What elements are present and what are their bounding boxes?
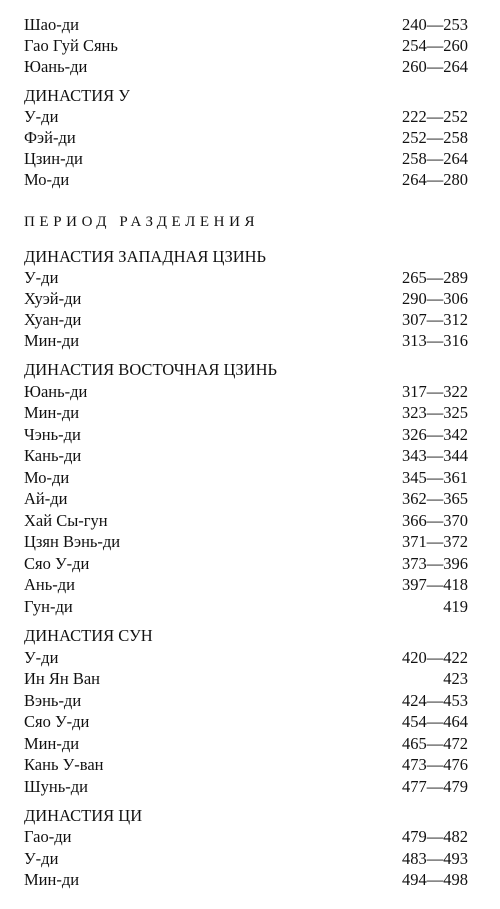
ruler-row <box>24 330 468 352</box>
dynasty-heading: ДИНАСТИЯ СУН <box>24 626 153 645</box>
ruler-name: Фэй-ди <box>24 128 76 147</box>
reign-years: 420—422 <box>402 648 468 667</box>
reign-years: 264—280 <box>402 170 468 189</box>
reign-years: 222—252 <box>402 107 468 126</box>
ruler-row <box>24 531 468 553</box>
ruler-name: Гао Гуй Сянь <box>24 36 118 55</box>
dynasty-heading: ДИНАСТИЯ ВОСТОЧНАЯ ЦЗИНЬ <box>24 360 277 379</box>
ruler-name: Хай Сы-гун <box>24 511 108 530</box>
ruler-row <box>24 424 468 446</box>
ruler-name: Хуан-ди <box>24 310 82 329</box>
ruler-name: Ай-ди <box>24 489 68 508</box>
reign-years: 479—482 <box>402 827 468 846</box>
ruler-name: Мо-ди <box>24 170 70 189</box>
ruler-name: Цзян Вэнь-ди <box>24 532 121 551</box>
ruler-row <box>24 711 468 733</box>
ruler-name: Шао-ди <box>24 15 79 34</box>
ruler-row <box>24 445 468 467</box>
ruler-name: Юань-ди <box>24 57 88 76</box>
reign-years: 454—464 <box>402 712 468 731</box>
ruler-row <box>24 106 468 128</box>
reign-years: 326—342 <box>402 425 468 444</box>
ruler-row <box>24 647 468 669</box>
ruler-row <box>24 488 468 510</box>
ruler-name: Мо-ди <box>24 468 70 487</box>
ruler-row <box>24 309 468 331</box>
reign-years: 317—322 <box>402 382 468 401</box>
reign-years: 494—498 <box>402 870 468 889</box>
ruler-row <box>24 776 468 798</box>
ruler-name: Мин-ди <box>24 403 80 422</box>
ruler-name: Вэнь-ди <box>24 691 82 710</box>
ruler-name: Шунь-ди <box>24 777 88 796</box>
ruler-name: Гун-ди <box>24 597 73 616</box>
ruler-name: Мин-ди <box>24 734 80 753</box>
ruler-row <box>24 690 468 712</box>
ruler-name: Юань-ди <box>24 382 88 401</box>
ruler-row <box>24 733 468 755</box>
ruler-name: Сяо У-ди <box>24 554 90 573</box>
ruler-row <box>24 267 468 289</box>
reign-years: 323—325 <box>402 403 468 422</box>
ruler-row <box>24 510 468 532</box>
ruler-row <box>24 381 468 403</box>
reign-years: 362—365 <box>402 489 468 508</box>
ruler-name: У-ди <box>24 107 59 126</box>
dynasty-heading: ДИНАСТИЯ ЗАПАДНАЯ ЦЗИНЬ <box>24 247 267 266</box>
reign-years: 366—370 <box>402 511 468 530</box>
reign-years: 290—306 <box>402 289 468 308</box>
reign-years: 419 <box>443 597 468 616</box>
reign-years: 477—479 <box>402 777 468 796</box>
ruler-name: Кань-ди <box>24 446 82 465</box>
ruler-row <box>24 148 468 170</box>
ruler-row <box>24 402 468 424</box>
ruler-row <box>24 467 468 489</box>
ruler-name: Мин-ди <box>24 331 80 350</box>
ruler-row <box>24 35 468 57</box>
ruler-name: У-ди <box>24 648 59 667</box>
dynasty-heading: ДИНАСТИЯ ЦИ <box>24 806 143 825</box>
reign-years: 313—316 <box>402 331 468 350</box>
reign-years: 343—344 <box>402 446 468 465</box>
ruler-row <box>24 553 468 575</box>
ruler-row <box>24 574 468 596</box>
reign-years: 473—476 <box>402 755 468 774</box>
reign-years: 260—264 <box>402 57 468 76</box>
ruler-row <box>24 848 468 870</box>
reign-years: 240—253 <box>402 15 468 34</box>
reign-years: 423 <box>443 669 468 688</box>
ruler-row <box>24 869 468 891</box>
ruler-name: Кань У-ван <box>24 755 104 774</box>
ruler-row <box>24 668 468 690</box>
ruler-name: Ань-ди <box>24 575 75 594</box>
period-title: ПЕРИОД РАЗДЕЛЕНИЯ <box>24 214 260 230</box>
reign-years: 424—453 <box>402 691 468 710</box>
ruler-name: У-ди <box>24 849 59 868</box>
ruler-row <box>24 14 468 36</box>
reign-years: 254—260 <box>402 36 468 55</box>
reign-years: 465—472 <box>402 734 468 753</box>
ruler-row <box>24 826 468 848</box>
ruler-name: Ин Ян Ван <box>24 669 100 688</box>
ruler-name: Хуэй-ди <box>24 289 82 308</box>
ruler-name: Мин-ди <box>24 870 80 889</box>
reign-years: 265—289 <box>402 268 468 287</box>
reign-years: 483—493 <box>402 849 468 868</box>
ruler-name: Сяо У-ди <box>24 712 90 731</box>
reign-years: 258—264 <box>402 149 468 168</box>
ruler-row <box>24 288 468 310</box>
ruler-name: Цзин-ди <box>24 149 83 168</box>
reign-years: 307—312 <box>402 310 468 329</box>
dynasty-heading: ДИНАСТИЯ У <box>24 86 130 105</box>
reign-years: 371—372 <box>402 532 468 551</box>
reign-years: 252—258 <box>402 128 468 147</box>
ruler-name: Чэнь-ди <box>24 425 81 444</box>
ruler-name: Гао-ди <box>24 827 72 846</box>
ruler-row <box>24 127 468 149</box>
ruler-row <box>24 169 468 191</box>
ruler-row <box>24 56 468 78</box>
reign-years: 397—418 <box>402 575 468 594</box>
reign-years: 373—396 <box>402 554 468 573</box>
reign-years: 345—361 <box>402 468 468 487</box>
ruler-row <box>24 754 468 776</box>
ruler-name: У-ди <box>24 268 59 287</box>
ruler-row <box>24 596 468 618</box>
